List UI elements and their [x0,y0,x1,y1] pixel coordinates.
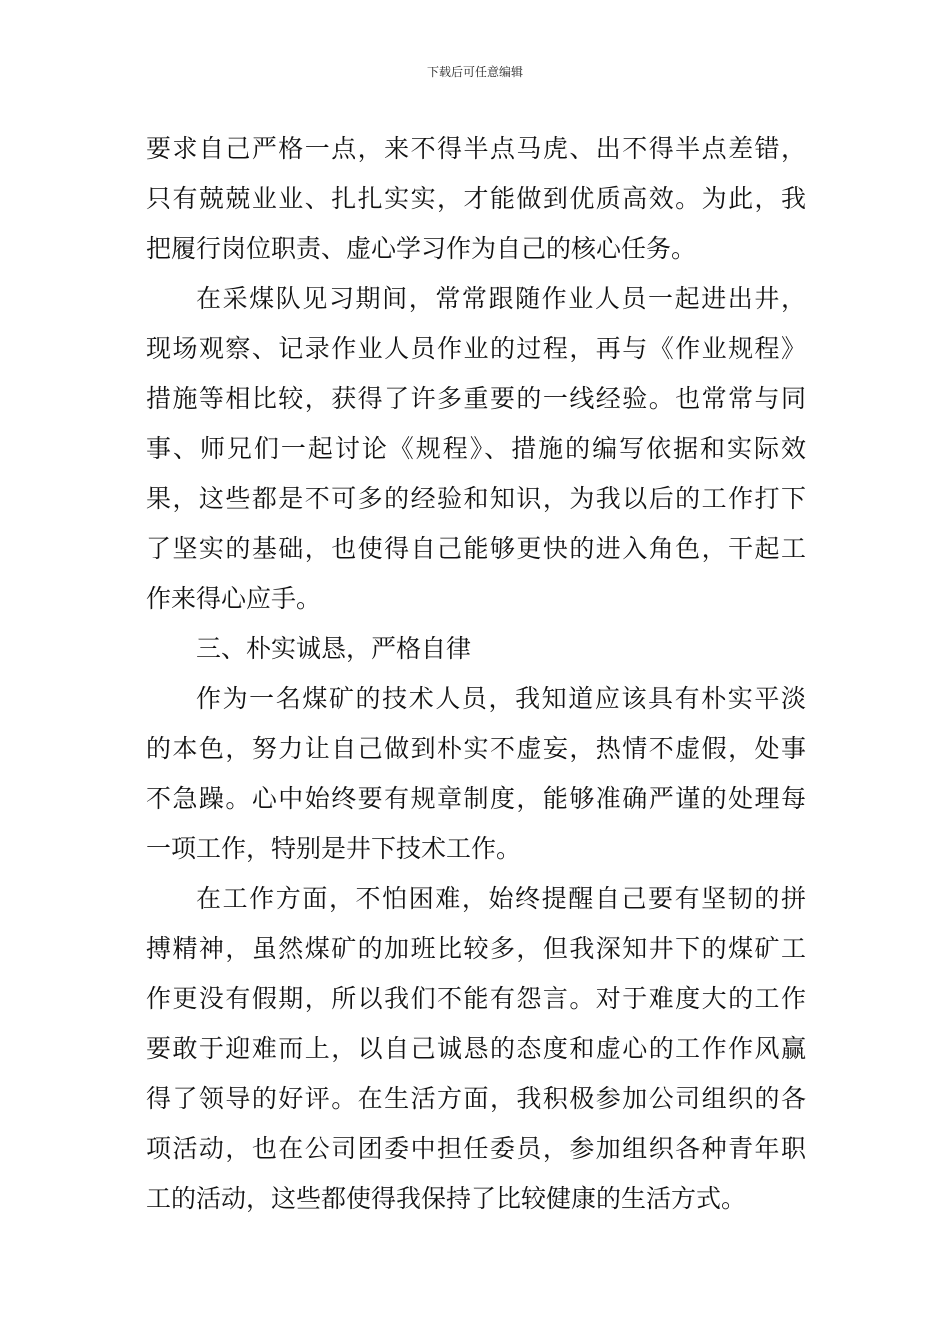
text-line: 项活动，也在公司团委中担任委员，参加组织各种青年职 [146,1134,806,1163]
text-line: 了坚实的基础，也使得自己能够更快的进入角色，干起工 [146,534,806,563]
text-line: 工的活动，这些都使得我保持了比较健康的生活方式。 [146,1184,747,1213]
text-line: 搏精神，虽然煤矿的加班比较多，但我深知井下的煤矿工 [146,934,806,963]
section-heading: 三、朴实诚恳，严格自律 [196,634,472,663]
text-line: 果，这些都是不可多的经验和知识，为我以后的工作打下 [146,484,806,513]
text-line: 现场观察、记录作业人员作业的过程，再与《作业规程》 [146,334,806,363]
text-line: 在采煤队见习期间，常常跟随作业人员一起进出井， [196,284,806,313]
document-body [146,124,806,1224]
text-line: 要敢于迎难而上，以自己诚恳的态度和虚心的工作作风赢 [146,1034,806,1063]
text-line: 一项工作，特别是井下技术工作。 [146,834,522,863]
page-header-note: 下载后可任意编辑 [426,65,523,79]
text-line: 不急躁。心中始终要有规章制度，能够准确严谨的处理每 [146,784,806,813]
text-line: 在工作方面，不怕困难，始终提醒自己要有坚韧的拼 [196,884,806,913]
text-line: 得了领导的好评。在生活方面，我积极参加公司组织的各 [146,1084,806,1113]
text-line: 作更没有假期，所以我们不能有怨言。对于难度大的工作 [146,984,806,1013]
text-line: 的本色，努力让自己做到朴实不虚妄，热情不虚假，处事 [146,734,806,763]
text-line: 作为一名煤矿的技术人员，我知道应该具有朴实平淡 [196,684,806,713]
text-line: 要求自己严格一点，来不得半点马虎、出不得半点差错， [146,134,806,163]
text-line: 措施等相比较，获得了许多重要的一线经验。也常常与同 [146,384,806,413]
text-line: 把履行岗位职责、虚心学习作为自己的核心任务。 [146,234,697,263]
text-line: 事、师兄们一起讨论《规程》、措施的编写依据和实际效 [146,434,806,463]
text-line: 作来得心应手。 [146,584,322,613]
text-line: 只有兢兢业业、扎扎实实，才能做到优质高效。为此，我 [146,184,806,213]
